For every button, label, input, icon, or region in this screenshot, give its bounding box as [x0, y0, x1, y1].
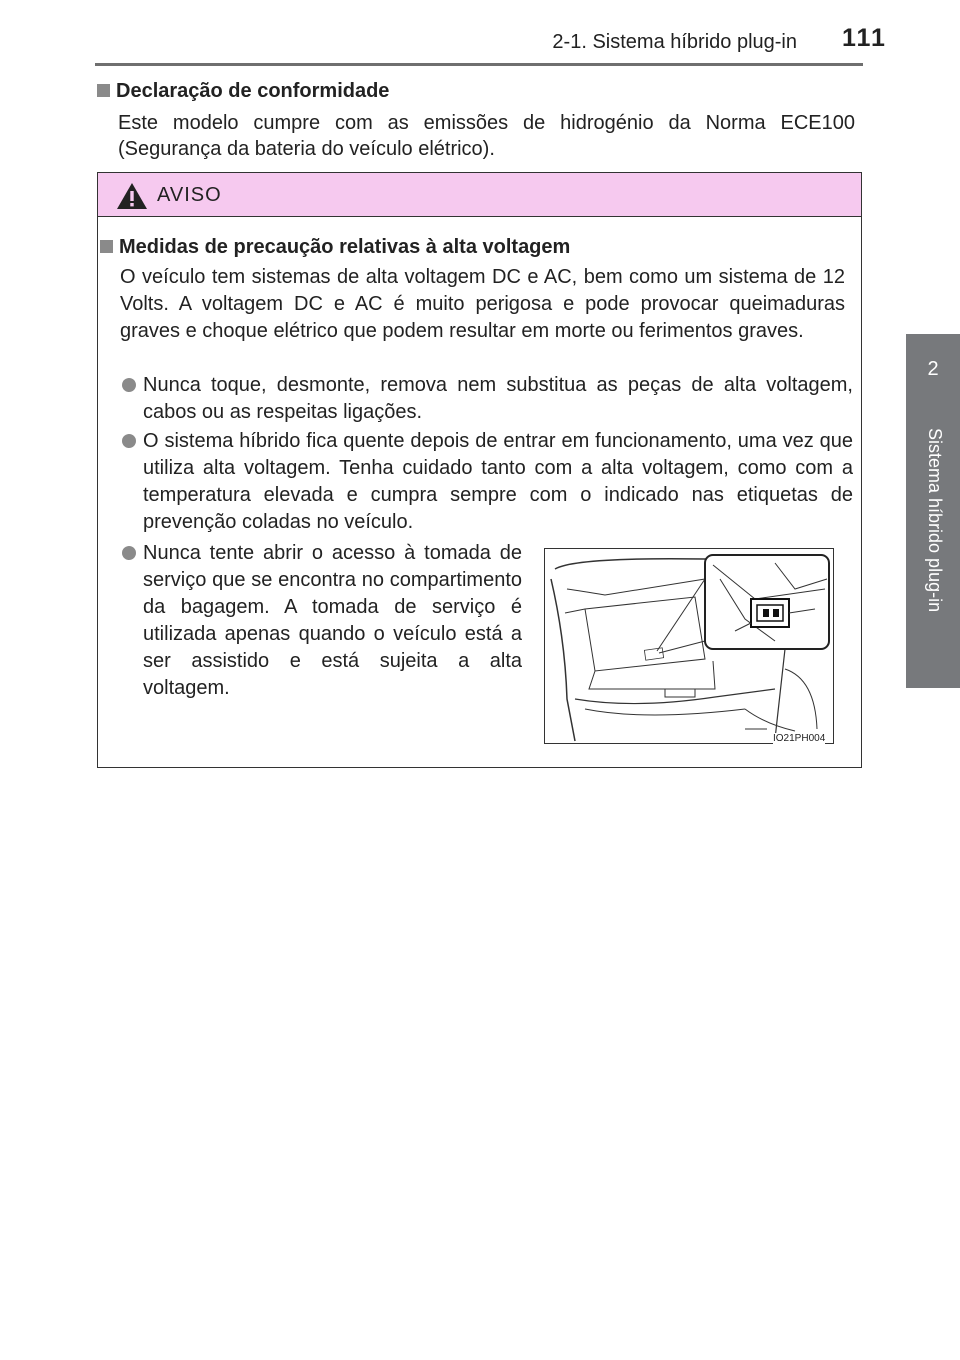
- declaration-heading: [97, 80, 389, 103]
- bullet-dot-icon: [122, 378, 136, 392]
- chapter-title: Sistema híbrido plug-in: [925, 428, 945, 613]
- bullet-dot-icon: [122, 546, 136, 560]
- page-number: 111: [842, 24, 887, 52]
- square-bullet-icon: [100, 240, 113, 253]
- declaration-heading-text: Declaração de conformidade: [116, 80, 390, 102]
- bullet-dot-icon: [122, 434, 136, 448]
- trunk-service-plug-figure: [544, 548, 834, 744]
- bullet-item: [122, 372, 853, 426]
- bullet-text: O sistema híbrido fica quente depois de entrar em funcionamento, uma vez que utiliza alta voltagem. Tenha cuidado tanto com a alta voltagem, como com a temperatura elevada e cumpra sempre com o indicado nas etiquetas de prevenção coladas no veículo.: [143, 430, 853, 533]
- figure-code: IO21PH004: [773, 733, 826, 744]
- warning-triangle-icon: [116, 181, 148, 211]
- trunk-illustration: [545, 549, 833, 743]
- warning-title: AVISO: [157, 184, 222, 206]
- declaration-body: Este modelo cumpre com as emissões de hidrogénio da Norma ECE100 (Segurança da bateria do veículo elétrico).: [118, 112, 855, 160]
- chapter-number: 2: [927, 358, 939, 380]
- bullet-text: Nunca toque, desmonte, remova nem substitua as peças de alta voltagem, cabos ou as respeitas ligações.: [143, 374, 853, 423]
- bullet-item: [122, 428, 853, 536]
- header-divider: [95, 63, 863, 66]
- section-title: 2-1. Sistema híbrido plug-in: [552, 31, 797, 53]
- high-voltage-body: O veículo tem sistemas de alta voltagem DC e AC, bem como um sistema de 12 Volts. A voltagem DC e AC é muito perigosa e pode provocar queimaduras graves e choque elétrico que podem resultar em morte ou ferimentos graves.: [120, 266, 845, 342]
- bullet-item: [122, 540, 522, 702]
- square-bullet-icon: [97, 84, 110, 97]
- high-voltage-heading-text: Medidas de precaução relativas à alta voltagem: [119, 236, 571, 258]
- high-voltage-heading: [100, 236, 570, 259]
- bullet-text: Nunca tente abrir o acesso à tomada de serviço que se encontra no compartimento da bagagem. A tomada de serviço é utilizada apenas quando o veículo está a ser assistido e está sujeita a alta voltagem.: [143, 542, 522, 699]
- warning-header: [98, 173, 861, 217]
